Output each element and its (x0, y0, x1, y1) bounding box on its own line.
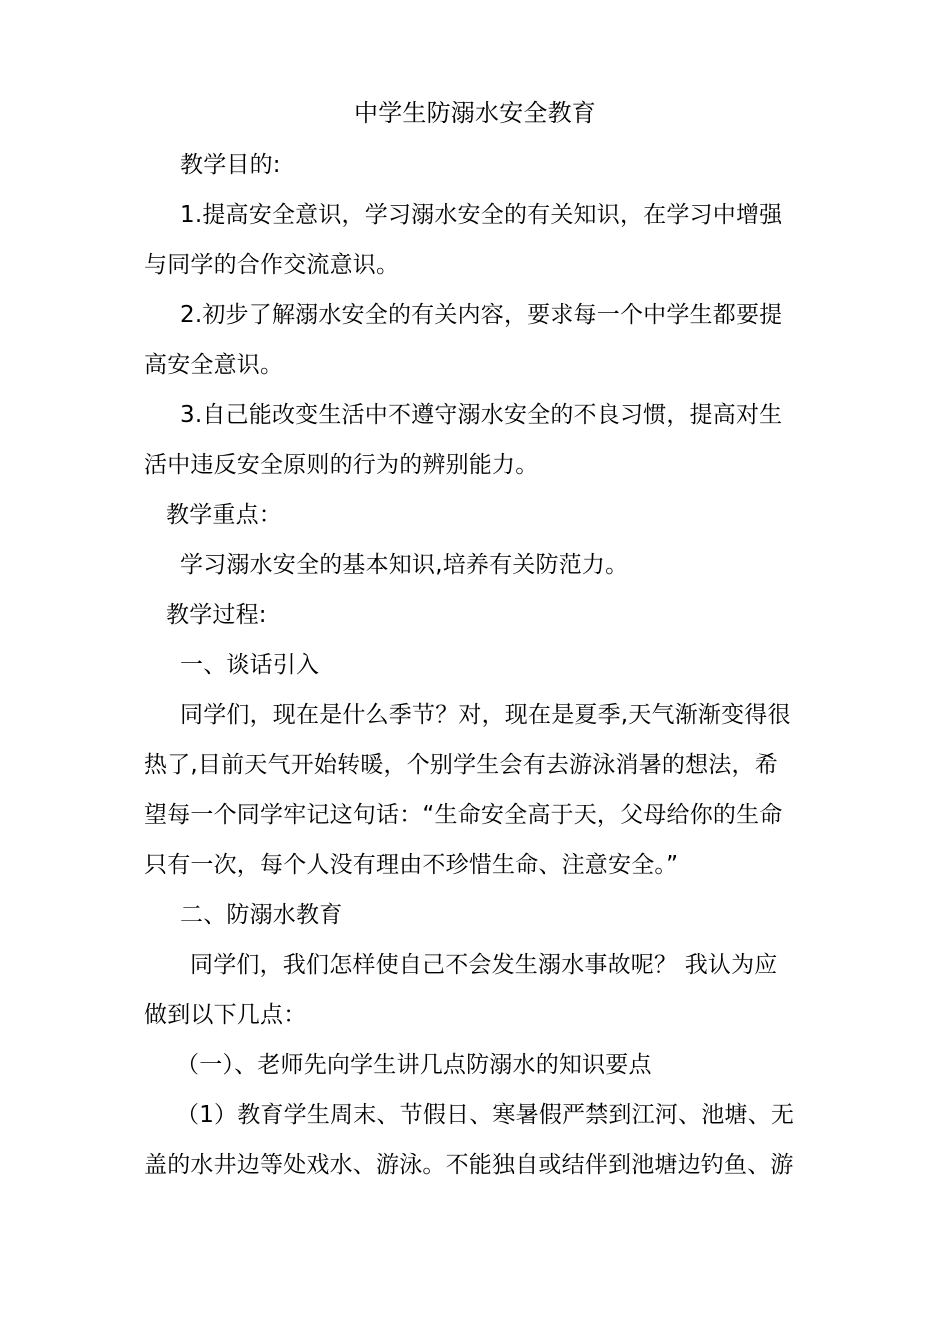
paragraph-line: （1）教育学生周末、节假日、寒暑假严禁到江河、池塘、无 (176, 1102, 795, 1128)
paragraph-line: 学习溺水安全的基本知识,培养有关防范力。 (180, 552, 629, 578)
paragraph-line: （一）、老师先向学生讲几点防溺水的知识要点 (176, 1052, 652, 1078)
paragraph-line: 高安全意识。 (144, 352, 284, 378)
paragraph-line: 3.自己能改变生活中不遵守溺水安全的不良习惯，提高对生 (180, 402, 783, 428)
paragraph-line: 同学们，现在是什么季节？对，现在是夏季,天气渐渐变得很 (180, 702, 791, 728)
paragraph-line: 热了,目前天气开始转暖，个别学生会有去游泳消暑的想法，希 (144, 752, 778, 778)
document-title: 中学生防溺水安全教育 (354, 99, 596, 127)
paragraph-line: 2.初步了解溺水安全的有关内容，要求每一个中学生都要提 (180, 302, 783, 328)
paragraph-line: 同学们，我们怎样使自己不会发生溺水事故呢？ 我认为应 (190, 952, 778, 978)
paragraph-line: 1.提高安全意识，学习溺水安全的有关知识，在学习中增强 (180, 202, 783, 228)
paragraph-line: 做到以下几点： (144, 1002, 307, 1028)
paragraph-line: 教学过程: (166, 602, 267, 628)
paragraph-line: 教学目的: (180, 152, 281, 178)
paragraph-line: 只有一次，每个人没有理由不珍惜生命、注意安全。” (144, 852, 679, 878)
paragraph-line: 一、谈话引入 (180, 652, 320, 678)
paragraph-line: 二、防溺水教育 (180, 902, 343, 928)
paragraph-line: 活中违反安全原则的行为的辨别能力。 (144, 452, 539, 478)
paragraph-line: 望每一个同学牢记这句话：“生命安全高于天，父母给你的生命 (144, 802, 783, 828)
paragraph-line: 教学重点： (166, 502, 282, 528)
paragraph-line: 与同学的合作交流意识。 (144, 252, 400, 278)
paragraph-line: 盖的水井边等处戏水、游泳。不能独自或结伴到池塘边钓鱼、游 (144, 1152, 794, 1178)
